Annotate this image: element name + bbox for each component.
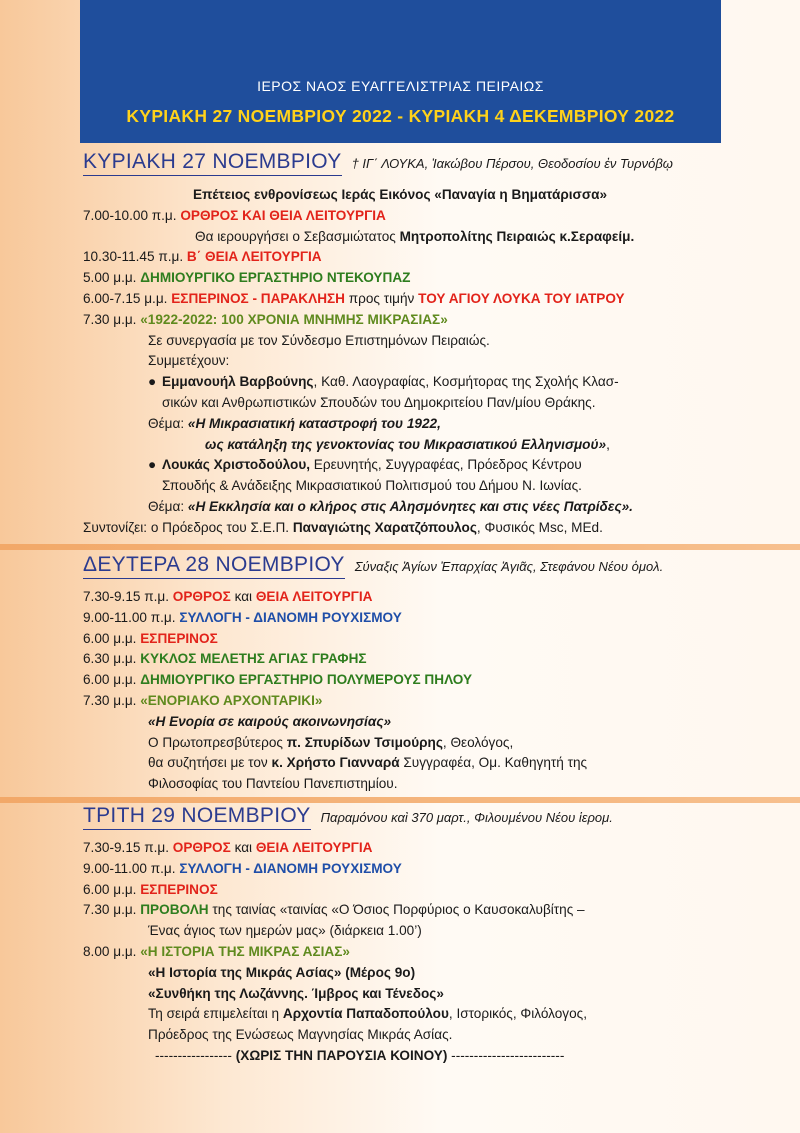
day-heading (83, 150, 800, 184)
topic-line: «Η Ενορία σε καιρούς ακοινωνησίας» (148, 713, 392, 729)
saints-of-day: Παραμόνου καὶ 370 μαρτ., Φιλουμένου Νέου ἱερομ. (320, 810, 613, 825)
detail-line: Τη σειρά επιμελείται η Αρχοντία Παπαδοπούλου, Ιστορικός, Φιλόλογος, (148, 1006, 587, 1022)
detail-line: Σπουδής & Ανάδειξης Μικρασιατικού Πολιτισμού του Δήμου Ν. Ιωνίας. (162, 478, 582, 494)
topic-line: «Η Ιστορία της Μικράς Ασίας» (Μέρος 9ο) (148, 964, 416, 980)
anniversary-line: Επέτειος ενθρονίσεως Ιεράς Εικόνος «Παναγία η Βηματάρισσα» (192, 187, 608, 202)
day-title: ΤΡΙΤΗ 29 ΝΟΕΜΒΡΙΟΥ (83, 804, 311, 830)
no-public-notice: ----------------- (ΧΩΡΙΣ ΤΗΝ ΠΑΡΟΥΣΙΑ ΚΟΙΝΟΥ) ------------------------- (155, 1047, 565, 1063)
topic-line: Θέμα: «Η Εκκλησία και ο κλήρος στις Αλησμόνητες και στις νέες Πατρίδες». (148, 498, 633, 514)
schedule-item: 7.30 μ.μ. «1922-2022: 100 ΧΡΟΝΙΑ ΜΝΗΜΗΣ ΜΙΚΡΑΣΙΑΣ» (83, 311, 448, 327)
speaker-line: ● Λουκάς Χριστοδούλου, Ερευνητής, Συγγραφέας, Πρόεδρος Κέντρου (148, 455, 800, 476)
schedule-item: 6.00 μ.μ. ΕΣΠΕΡΙΝΟΣ (83, 881, 218, 897)
detail-line: Θα ιερουργήσει ο Σεβασμιώτατος Μητροπολίτης Πειραιώς κ.Σεραφείμ. (195, 228, 635, 244)
schedule-item: 10.30-11.45 π.μ. Β΄ ΘΕΙΑ ΛΕΙΤΟΥΡΓΙΑ (83, 249, 322, 265)
saints-of-day: † ΙΓ΄ ΛΟΥΚΑ, Ἰακώβου Πέρσου, Θεοδοσίου ἐν Τυρνόβῳ (351, 156, 673, 171)
speaker-line: ● Εμμανουήλ Βαρβούνης, Καθ. Λαογραφίας, Κοσμήτορας της Σχολής Κλασ- (148, 372, 800, 393)
bullet-icon: ● (148, 374, 157, 390)
section-sunday (0, 150, 800, 539)
day-title: ΚΥΡΙΑΚΗ 27 ΝΟΕΜΒΡΙΟΥ (83, 150, 342, 176)
date-range: ΚΥΡΙΑΚΗ 27 ΝΟΕΜΒΡΙΟΥ 2022 - ΚΥΡΙΑΚΗ 4 ΔΕΚΕΜΒΡΙΟΥ 2022 (126, 106, 675, 126)
detail-line: Φιλοσοφίας του Παντείου Πανεπιστημίου. (148, 776, 398, 792)
bullet-icon: ● (148, 457, 157, 473)
detail-line: Σε συνεργασία με τον Σύνδεσμο Επιστημόνων Πειραιώς. (148, 332, 490, 348)
section-divider (0, 544, 800, 550)
schedule-item: 5.00 μ.μ. ΔΗΜΙΟΥΡΓΙΚΟ ΕΡΓΑΣΤΗΡΙΟ ΝΤΕΚΟΥΠΑΖ (83, 270, 411, 286)
schedule-item: 7.30 μ.μ. «ΕΝΟΡΙΑΚΟ ΑΡΧΟΝΤΑΡΙΚΙ» (83, 692, 323, 708)
church-name: ΙΕΡΟΣ ΝΑΟΣ ΕΥΑΓΓΕΛΙΣΤΡΙΑΣ ΠΕΙΡΑΙΩΣ (257, 78, 544, 94)
section-tuesday (0, 804, 800, 1067)
schedule-item: 7.30-9.15 π.μ. ΟΡΘΡΟΣ και ΘΕΙΑ ΛΕΙΤΟΥΡΓΙΑ (83, 840, 373, 855)
coordinator-line: Συντονίζει: ο Πρόεδρος του Σ.Ε.Π. Παναγιώτης Χαρατζόπουλος, Φυσικός Msc, MEd. (83, 519, 603, 535)
topic-line: Θέμα: «Η Μικρασιατική καταστροφή του 1922, (148, 415, 441, 431)
section-divider (0, 797, 800, 803)
day-heading (83, 804, 800, 838)
schedule-item: 8.00 μ.μ. «Η ΙΣΤΟΡΙΑ ΤΗΣ ΜΙΚΡΑΣ ΑΣΙΑΣ» (83, 943, 350, 959)
schedule-item: 6.00 μ.μ. ΕΣΠΕΡΙΝΟΣ (83, 630, 218, 646)
detail-line: θα συζητήσει με τον κ. Χρήστο Γιανναρά Συγγραφέα, Ομ. Καθηγητή της (148, 755, 588, 771)
detail-line: Ο Πρωτοπρεσβύτερος π. Σπυρίδων Τσιμούρης, Θεολόγος, (148, 734, 514, 750)
detail-line: Ένας άγιος των ημερών μας» (διάρκεια 1.00’) (148, 923, 422, 939)
detail-line: Πρόεδρος της Ενώσεως Μαγνησίας Μικράς Ασίας. (148, 1027, 453, 1043)
header-banner (80, 0, 721, 143)
schedule-item: 7.00-10.00 π.μ. ΟΡΘΡΟΣ ΚΑΙ ΘΕΙΑ ΛΕΙΤΟΥΡΓΙΑ (83, 207, 386, 223)
section-monday (0, 553, 800, 795)
schedule-item: 7.30-9.15 π.μ. ΟΡΘΡΟΣ και ΘΕΙΑ ΛΕΙΤΟΥΡΓΙΑ (83, 589, 373, 604)
day-heading (83, 553, 800, 587)
schedule-item: 9.00-11.00 π.μ. ΣΥΛΛΟΓΗ - ΔΙΑΝΟΜΗ ΡΟΥΧΙΣΜΟΥ (83, 609, 402, 625)
day-title: ΔΕΥΤΕΡΑ 28 ΝΟΕΜΒΡΙΟΥ (83, 553, 345, 579)
schedule-item: 9.00-11.00 π.μ. ΣΥΛΛΟΓΗ - ΔΙΑΝΟΜΗ ΡΟΥΧΙΣΜΟΥ (83, 860, 402, 876)
topic-line: ως κατάληξη της γενοκτονίας του Μικρασιατικού Ελληνισμού», (205, 436, 610, 452)
detail-line: σικών και Ανθρωπιστικών Σπουδών του Δημοκριτείου Παν/μίου Θράκης. (162, 394, 596, 410)
saints-of-day: Σύναξις Ἁγίων Ἐπαρχίας Ἁγιᾶς, Στεφάνου Νέου ὁμολ. (354, 559, 664, 574)
schedule-item: 6.00-7.15 μ.μ. ΕΣΠΕΡΙΝΟΣ - ΠΑΡΑΚΛΗΣΗ προς τιμήν ΤΟΥ ΑΓΙΟΥ ΛΟΥΚΑ ΤΟΥ ΙΑΤΡΟΥ (83, 290, 625, 306)
topic-line: «Συνθήκη της Λωζάννης. Ίμβρος και Τένεδος» (148, 985, 444, 1001)
schedule-item: 6.00 μ.μ. ΔΗΜΙΟΥΡΓΙΚΟ ΕΡΓΑΣΤΗΡΙΟ ΠΟΛΥΜΕΡΟΥΣ ΠΗΛΟΥ (83, 672, 473, 688)
detail-line: Συμμετέχουν: (148, 353, 230, 369)
schedule-item: 7.30 μ.μ. ΠΡΟΒΟΛΗ της ταινίας «ταινίας «Ο Όσιος Πορφύριος ο Καυσοκαλυβίτης – (83, 902, 585, 918)
schedule-item: 6.30 μ.μ. ΚΥΚΛΟΣ ΜΕΛΕΤΗΣ ΑΓΙΑΣ ΓΡΑΦΗΣ (83, 651, 367, 667)
